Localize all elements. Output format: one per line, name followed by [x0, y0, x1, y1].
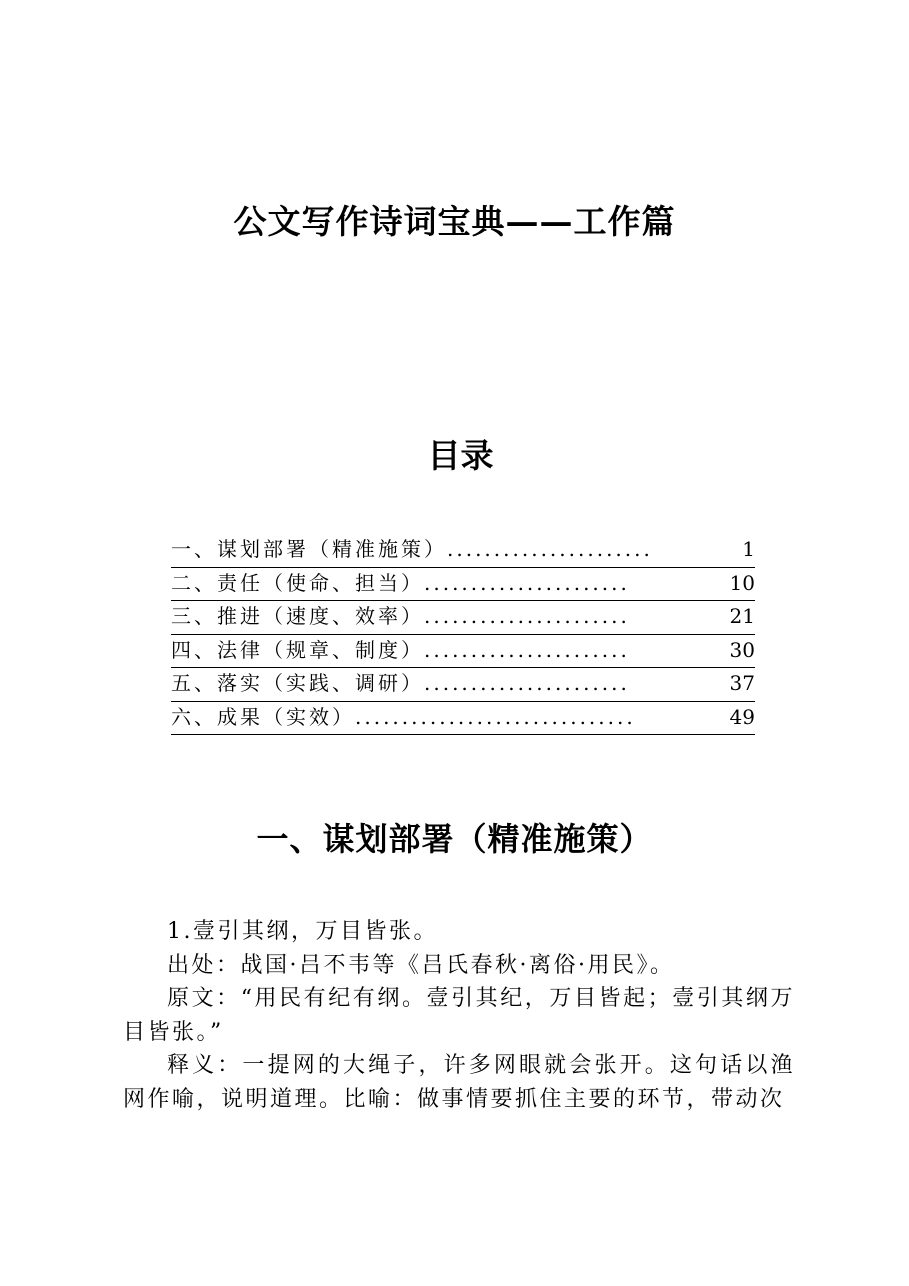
toc-entry-leader: ...................... — [447, 537, 653, 561]
toc-entry[interactable] — [171, 601, 755, 635]
table-of-contents — [171, 534, 755, 735]
toc-entry[interactable] — [171, 702, 755, 736]
toc-entry-label: 三、推进（速度、效率） — [171, 604, 424, 628]
toc-entry-page: 1 — [742, 537, 755, 561]
toc-entry-page: 49 — [729, 704, 755, 729]
body-paragraph: 原文：“用民有纪有纲。壹引其纪，万目皆起；壹引其纲万目皆张。” — [123, 986, 795, 1045]
toc-entry-leader: .............................. — [355, 704, 636, 729]
body-paragraph: 释义：一提网的大绳子，许多网眼就会张开。这句话以渔网作喻，说明道理。比喻：做事情要抓住主要的环节，带动次 — [123, 1053, 795, 1112]
toc-entry-leader: ...................... — [424, 570, 630, 595]
body-paragraph: 1.壹引其纲，万目皆张。 — [167, 919, 438, 944]
toc-entry-label: 一、谋划部署（精准施策） — [171, 537, 447, 561]
toc-entry-page: 21 — [729, 604, 755, 628]
toc-entry[interactable] — [171, 668, 755, 702]
toc-entry-page: 10 — [729, 570, 755, 595]
toc-entry-label: 六、成果（实效） — [171, 704, 355, 729]
toc-entry[interactable] — [171, 534, 755, 568]
toc-entry-label: 四、法律（规章、制度） — [171, 637, 424, 662]
toc-entry-leader: ...................... — [424, 671, 630, 695]
body-paragraph: 出处：战国·吕不韦等《吕氏春秋·离俗·用民》。 — [167, 952, 675, 978]
toc-entry[interactable] — [171, 635, 755, 669]
document-title: 公文写作诗词宝典——工作篇 — [233, 202, 676, 241]
toc-entry-leader: ...................... — [424, 604, 630, 628]
toc-heading: 目录 — [427, 436, 494, 475]
toc-entry-page: 37 — [729, 671, 755, 695]
toc-entry-label: 五、落实（实践、调研） — [171, 671, 424, 695]
section-heading: 一、谋划部署（精准施策） — [256, 820, 653, 858]
toc-entry[interactable] — [171, 568, 755, 602]
section-body — [123, 915, 795, 1116]
toc-entry-leader: ...................... — [424, 637, 630, 662]
toc-entry-page: 30 — [729, 637, 755, 662]
toc-entry-label: 二、责任（使命、担当） — [171, 570, 424, 595]
